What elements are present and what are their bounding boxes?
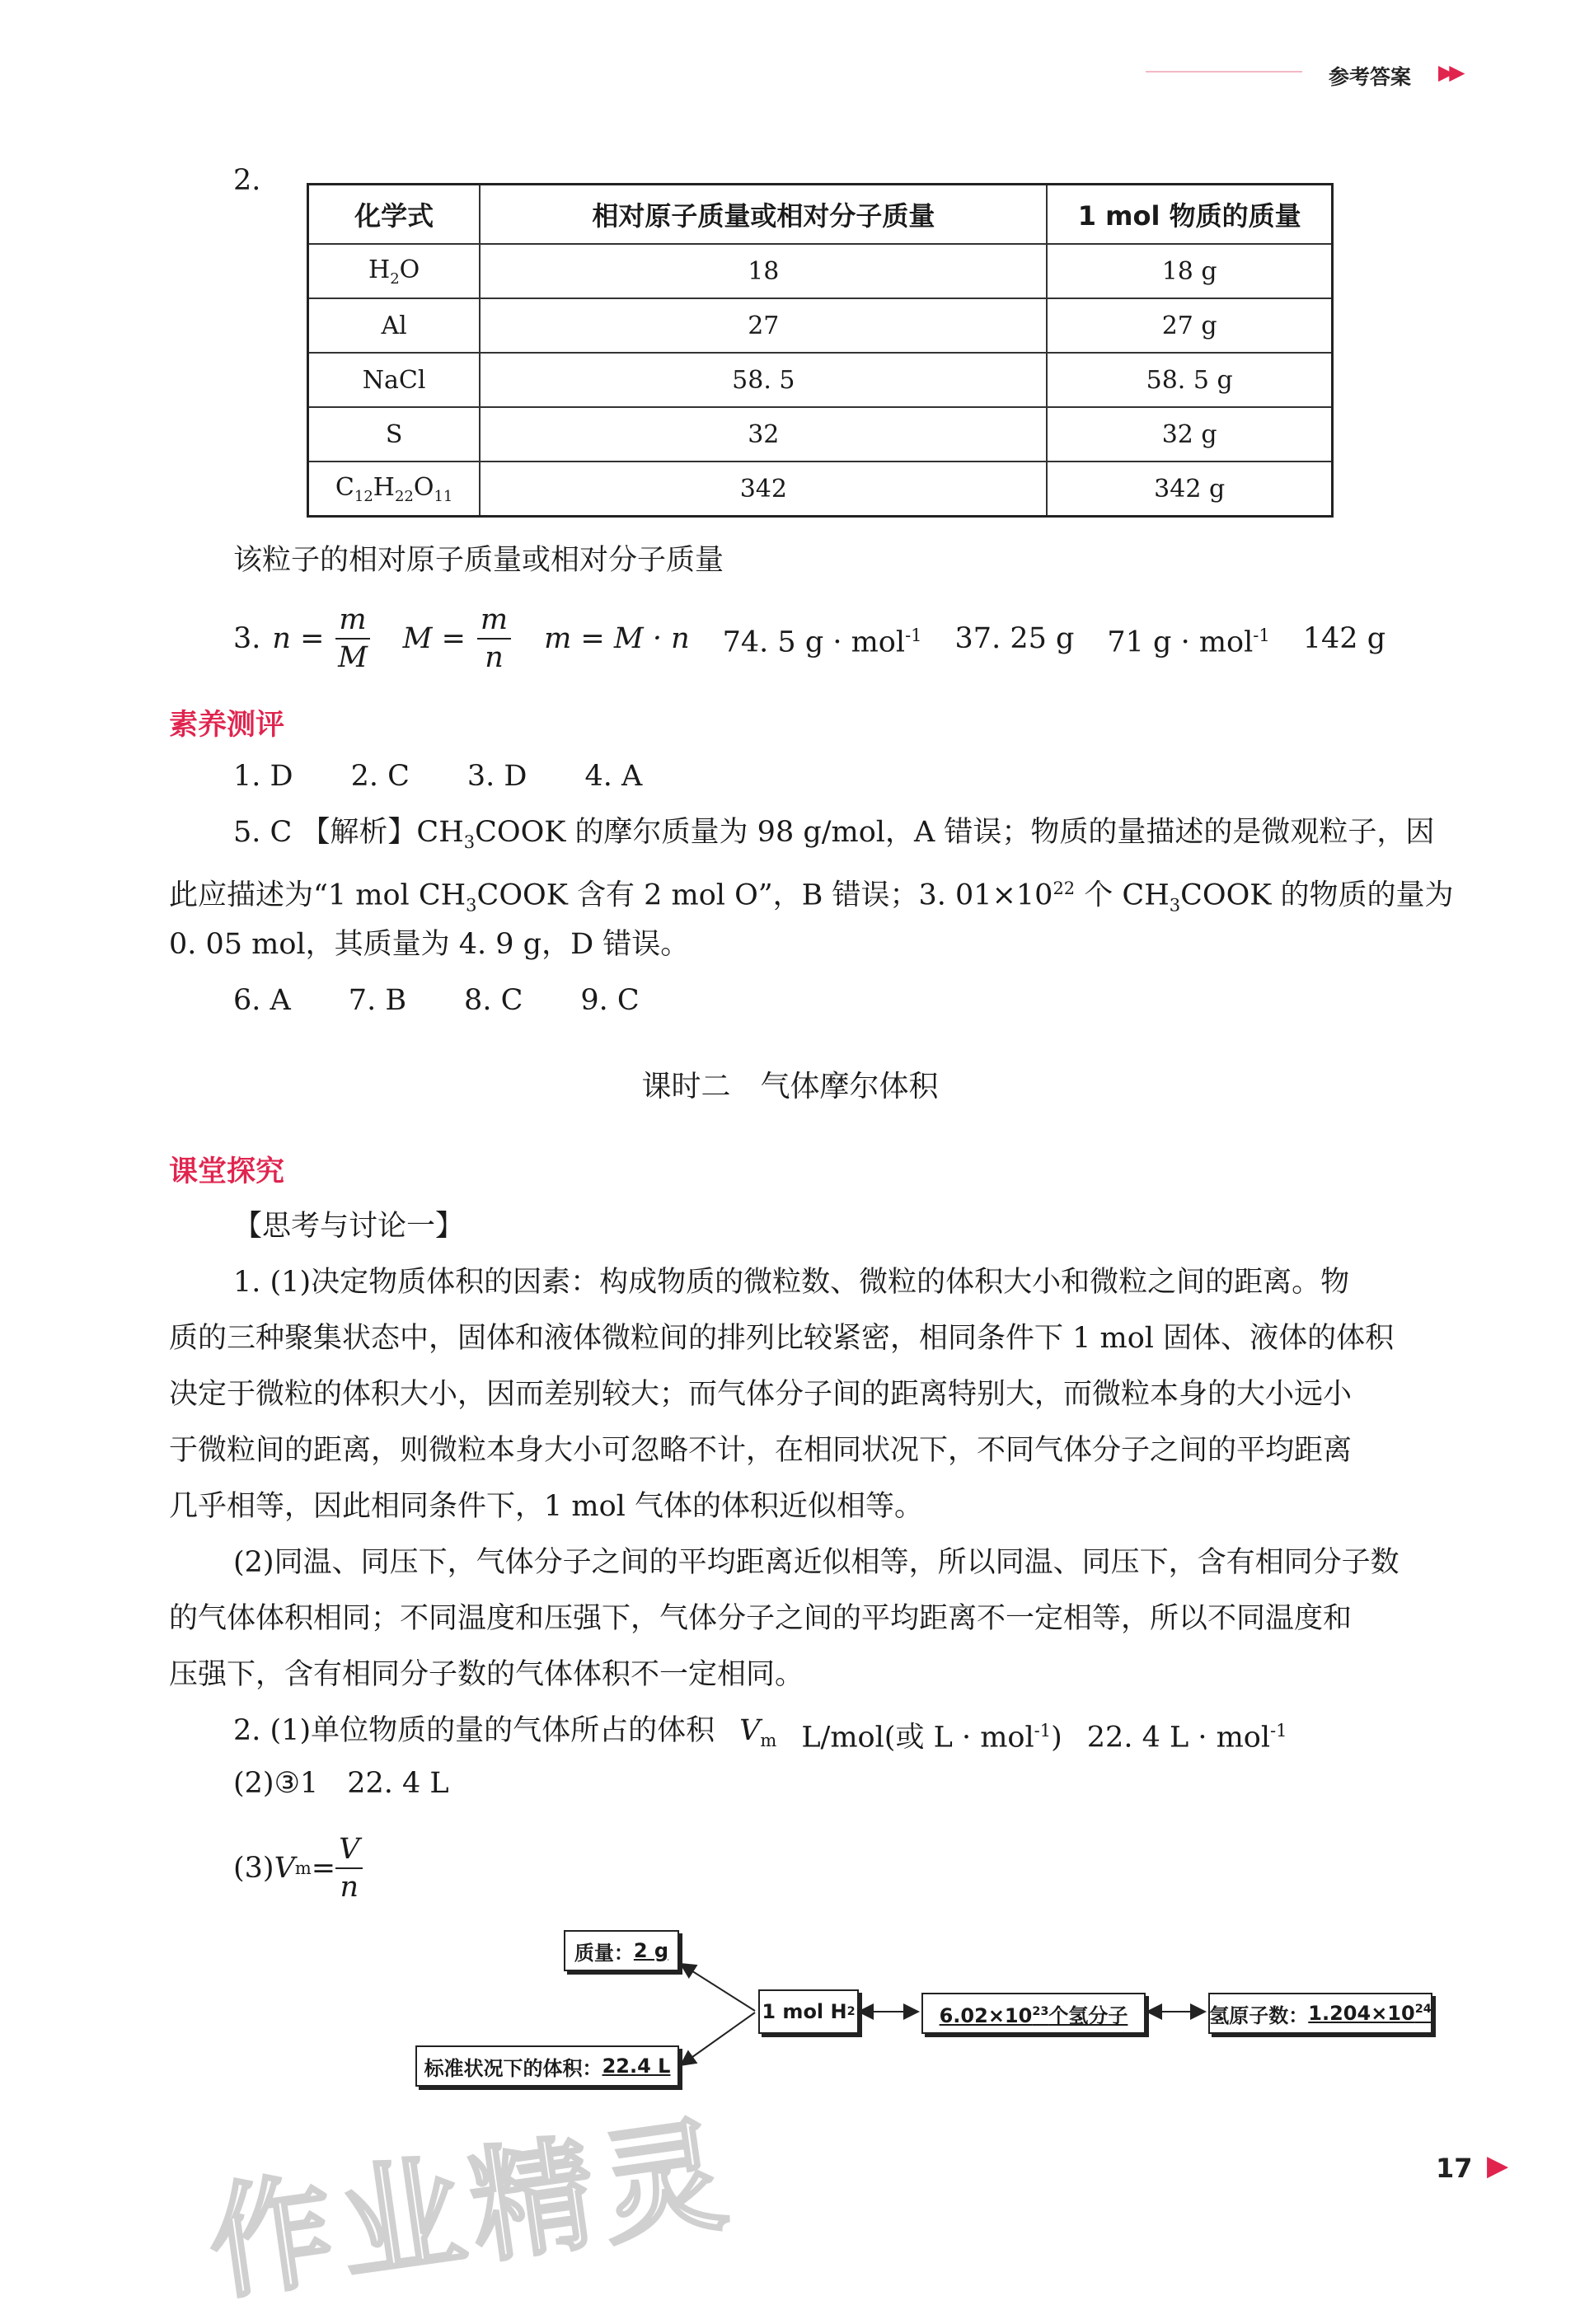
- molar-mass-cell: 58. 5 g: [1047, 353, 1332, 407]
- answer-item: 9. C: [580, 984, 640, 1017]
- section-class-title: 课堂探究: [169, 1155, 285, 1188]
- header-label: 参考答案: [1329, 65, 1412, 89]
- relative-mass-cell: 32: [480, 407, 1047, 462]
- relative-mass-cell: 58. 5: [480, 353, 1047, 407]
- relative-mass-cell: 18: [480, 244, 1047, 298]
- paragraph-2: (2)同温、同压下，气体分子之间的平均距离近似相等，所以同温、同压下，含有相同分子数 的气体体积相同；不同温度和压强下，气体分子之间的平均距离不一定相等，所以不同温度和 压强下，含有相同分子数的气体体积不一定相同。: [169, 1546, 1399, 1691]
- page-arrow-icon: ▶: [1487, 2149, 1509, 2182]
- arrow-to-volume: [681, 2012, 755, 2065]
- q5-line-3: 0. 05 mol，其质量为 4. 9 g，D 错误。: [169, 928, 690, 961]
- lesson-title: 课时二 气体摩尔体积: [641, 1070, 939, 1103]
- header-arrows-icon: ▶▶: [1438, 60, 1460, 84]
- molar-mass-cell: 342 g: [1047, 462, 1332, 517]
- formula-cell: $H_2O$: [308, 244, 481, 298]
- q5-line-1: 5. C 【解析】$CH_3COOK$ 的摩尔质量为 98 g/mol，A 错误；物质的量描述的是微观粒子，因: [233, 816, 1435, 852]
- molar-mass-cell: 18 g: [1047, 244, 1332, 298]
- table-header-cell: 化学式: [308, 185, 481, 245]
- discussion-title: 【思考与讨论一】: [233, 1210, 465, 1243]
- arrow-to-mass: [681, 1964, 755, 2011]
- formula-cell: NaCl: [308, 353, 481, 407]
- q2-1-line: 2. (1)单位物质的量的气体所占的体积 $V_m$ L/mol(或 L · mol$^{-1}$) 22. 4 L · mol$^{-1}$: [233, 1714, 1287, 1755]
- molar-mass-cell: 32 g: [1047, 407, 1332, 462]
- answer-item: 3. D: [466, 760, 527, 793]
- formula-cell: $C_{12}H_{22}O_{11}$: [308, 462, 481, 517]
- answer-item: 6. A: [233, 984, 291, 1017]
- answer-item: 2. C: [350, 760, 410, 793]
- answer-item: 4. A: [584, 760, 643, 793]
- center-box: 1 mol H 2: [758, 1989, 859, 2034]
- q2-2-line: (2)③1 22. 4 L: [233, 1767, 449, 1800]
- molecules-box: $6.02\times 10^{23}$个氢分子: [921, 1993, 1146, 2034]
- q2-label: 2.: [233, 164, 261, 197]
- formula-cell: Al: [308, 298, 481, 353]
- q5-line-2: 此应描述为“1 mol $CH_3COOK$ 含有 2 mol O”，B 错误；3. $01\times 10^{22}$ 个 $CH_3COOK$ 的物质的量为: [169, 879, 1454, 916]
- volume-box: 标准状况下的体积： 22.4 L: [415, 2045, 679, 2087]
- fraction-m-over-M: $\frac{m}{M}$: [335, 602, 369, 676]
- q2-note: 该粒子的相对原子质量或相对分子质量: [233, 544, 724, 577]
- formula-cell: S: [308, 407, 481, 462]
- answer-item: 7. B: [348, 984, 407, 1017]
- answer-item: 1. D: [233, 760, 293, 793]
- page-number: 17: [1436, 2153, 1473, 2184]
- fraction-V-over-n: $\frac{V}{n}$: [335, 1831, 363, 1905]
- watermark: 作业精灵: [199, 2102, 743, 2318]
- section-eval-title: 素养测评: [169, 709, 285, 742]
- relative-mass-cell: 27: [480, 298, 1047, 353]
- table-header-cell: 1 mol 物质的质量: [1047, 185, 1332, 245]
- relative-mass-cell: 342: [480, 462, 1047, 517]
- q3-line: 3. n = $\frac{m}{M}$ M = $\frac{m}{n}$ m = M · n 74. 5 g · mol$^{-1}$ 37. 25 g 71 g · mol$^{-1}$ 142 g: [233, 603, 1386, 674]
- paragraph-1: 1. (1)决定物质体积的因素：构成物质的微粒数、微粒的体积大小和微粒之间的距离。物 质的三种聚集状态中，固体和液体微粒间的排列比较紧密，相同条件下 1 mol 固体、液体的体积 决定于微粒的体积大小，因而差别较大；而气体分子间的距离特别大，而微粒本身的大小远小 于微粒间的距离，则微粒本身大小可忽略不计，在相同状况下，不同气体分子之间的平均距离 几乎相等，因此相同条件下，1 mol 气体的体积近似相等。: [169, 1266, 1395, 1523]
- mass-box: 质量： 2 g: [564, 1930, 679, 1971]
- answer-item: 8. C: [464, 984, 523, 1017]
- molar-mass-cell: 27 g: [1047, 298, 1332, 353]
- atoms-box: 氢原子数： $1.204\times 10^{24}$: [1208, 1993, 1432, 2034]
- table-header-cell: 相对原子质量或相对分子质量: [480, 185, 1047, 245]
- fraction-m-over-n: $\frac{m}{n}$: [477, 602, 511, 676]
- q2-3-line: (3) V m = $\frac{V}{n}$: [233, 1831, 363, 1905]
